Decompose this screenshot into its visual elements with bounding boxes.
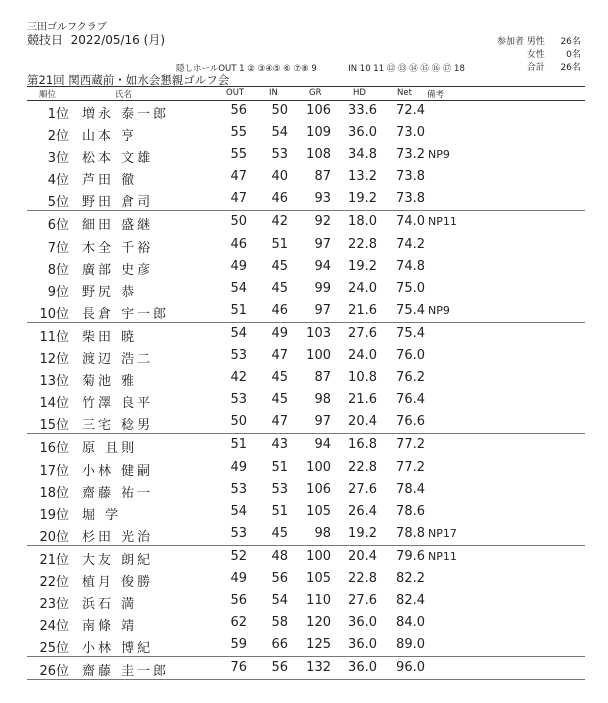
cell-out: 59 (230, 637, 247, 653)
cell-hd: 34.8 (348, 147, 377, 163)
cell-gr: 103 (306, 325, 331, 341)
cell-in: 48 (271, 548, 288, 564)
cell-out: 50 (230, 214, 247, 230)
cell-in: 56 (271, 570, 288, 586)
table-row (27, 211, 585, 233)
competition-date (27, 31, 165, 48)
cell-hd: 26.4 (348, 503, 377, 519)
cell-in: 45 (271, 525, 288, 541)
cell-gr: 87 (314, 370, 331, 386)
cell-rank: 24位 (39, 619, 69, 635)
cell-out: 54 (230, 325, 247, 341)
table-row (27, 523, 585, 546)
cell-rank: 26位 (39, 664, 69, 680)
cell-rank: 17位 (39, 463, 69, 479)
table-row (27, 234, 585, 256)
cell-name: 松本 文雄 (82, 151, 154, 167)
cell-net: 78.4 (396, 481, 425, 497)
cell-out: 76 (230, 660, 247, 676)
cell-in: 53 (271, 147, 288, 163)
cell-in: 45 (271, 258, 288, 274)
cell-rank: 15位 (39, 418, 69, 434)
table-row (27, 568, 585, 590)
cell-net: 78.8 (396, 525, 425, 541)
cell-out: 53 (230, 348, 247, 364)
cell-out: 55 (230, 125, 247, 141)
cell-gr: 100 (306, 348, 331, 364)
cell-net: 77.2 (396, 437, 425, 453)
cell-name: 浜石 満 (82, 597, 138, 613)
cell-rank: 4位 (47, 173, 69, 189)
cell-gr: 97 (314, 302, 331, 318)
table-row (27, 278, 585, 300)
table-row (27, 256, 585, 278)
cell-out: 53 (230, 481, 247, 497)
cell-out: 46 (230, 236, 247, 252)
cell-gr: 87 (314, 169, 331, 185)
date-label: 競技日 (27, 33, 64, 47)
summary-total (497, 62, 581, 75)
cell-name: 堀 学 (82, 507, 122, 523)
cell-in: 45 (271, 392, 288, 408)
col-hd: HD (353, 88, 366, 98)
summary-male (497, 36, 581, 49)
cell-rank: 7位 (47, 240, 69, 256)
cell-hd: 22.8 (348, 459, 377, 475)
cell-in: 51 (271, 459, 288, 475)
cell-gr: 110 (306, 593, 331, 609)
hidden-holes-label: 隠しホールOUT (176, 64, 237, 74)
cell-in: 42 (271, 214, 288, 230)
cell-in: 43 (271, 437, 288, 453)
table-row (27, 166, 585, 188)
cell-out: 51 (230, 302, 247, 318)
cell-hd: 19.2 (348, 191, 377, 207)
cell-rank: 8位 (47, 262, 69, 278)
cell-net: 72.4 (396, 103, 425, 118)
table-row (27, 122, 585, 144)
cell-name: 菊池 雅 (82, 374, 138, 390)
cell-hd: 27.6 (348, 325, 377, 341)
table-row (27, 100, 585, 122)
cell-name: 竹澤 良平 (82, 396, 154, 412)
cell-name: 野田 倉司 (82, 195, 154, 211)
event-title: 第21回 関西蔵前・如水会懇親ゴルフ会 (27, 73, 230, 87)
club-name: 三田ゴルフクラブ (27, 22, 107, 33)
cell-net: 73.8 (396, 191, 425, 207)
cell-gr: 100 (306, 548, 331, 564)
cell-in: 50 (271, 103, 288, 118)
table-row (27, 612, 585, 634)
cell-hd: 19.2 (348, 525, 377, 541)
cell-rank: 25位 (39, 641, 69, 657)
cell-name: 大友 朗紀 (82, 552, 154, 568)
cell-name: 植月 俊勝 (82, 574, 154, 590)
col-gr: GR (309, 88, 322, 98)
male-label: 男性 (526, 37, 545, 47)
cell-name: 柴田 暁 (82, 329, 138, 345)
cell-gr: 109 (306, 125, 331, 141)
cell-net: 74.2 (396, 236, 425, 252)
cell-out: 50 (230, 414, 247, 430)
participant-summary (497, 36, 581, 75)
cell-rank: 2位 (47, 129, 69, 145)
cell-rank: 22位 (39, 574, 69, 590)
table-row (27, 323, 585, 345)
table-row (27, 657, 585, 680)
cell-note: NP9 (428, 303, 450, 317)
cell-out: 55 (230, 147, 247, 163)
cell-gr: 108 (306, 147, 331, 163)
cell-in: 46 (271, 191, 288, 207)
cell-rank: 21位 (39, 552, 69, 568)
cell-rank: 19位 (39, 507, 69, 523)
cell-in: 49 (271, 325, 288, 341)
cell-out: 54 (230, 280, 247, 296)
cell-net: 76.4 (396, 392, 425, 408)
cell-net: 73.0 (396, 125, 425, 141)
date-value: 2022/05/16 (月) (70, 33, 165, 47)
cell-net: 89.0 (396, 637, 425, 653)
cell-out: 54 (230, 503, 247, 519)
cell-in: 46 (271, 302, 288, 318)
cell-hd: 36.0 (348, 637, 377, 653)
total-count: 26名 (560, 63, 581, 73)
table-row (27, 590, 585, 612)
cell-hd: 33.6 (348, 103, 377, 118)
cell-net: 76.2 (396, 370, 425, 386)
cell-rank: 23位 (39, 597, 69, 613)
cell-hd: 27.6 (348, 593, 377, 609)
cell-net: 96.0 (396, 660, 425, 676)
cell-name: 小林 健嗣 (82, 463, 154, 479)
cell-net: 82.2 (396, 570, 425, 586)
cell-rank: 18位 (39, 485, 69, 501)
cell-gr: 93 (314, 191, 331, 207)
table-row (27, 367, 585, 389)
cell-name: 三宅 稔男 (82, 418, 154, 434)
cell-hd: 20.4 (348, 548, 377, 564)
col-note: 備考 (427, 90, 445, 100)
cell-in: 58 (271, 615, 288, 631)
cell-net: 77.2 (396, 459, 425, 475)
participants-label: 参加者 (497, 37, 525, 47)
table-row (27, 411, 585, 434)
cell-rank: 9位 (47, 284, 69, 300)
cell-note: NP11 (428, 215, 457, 229)
cell-in: 47 (271, 348, 288, 364)
table-row (27, 457, 585, 479)
cell-name: 齋藤 圭一郎 (82, 664, 170, 680)
cell-out: 62 (230, 615, 247, 631)
cell-gr: 100 (306, 459, 331, 475)
cell-name: 渡辺 浩二 (82, 352, 154, 368)
cell-name: 小林 博紀 (82, 641, 154, 657)
cell-name: 木全 千裕 (82, 240, 154, 256)
cell-name: 齋藤 祐一 (82, 485, 154, 501)
cell-out: 53 (230, 525, 247, 541)
female-label: 女性 (526, 50, 545, 60)
cell-in: 51 (271, 236, 288, 252)
table-row (27, 389, 585, 411)
cell-out: 51 (230, 437, 247, 453)
col-rank: 順位 (39, 90, 57, 100)
cell-hd: 19.2 (348, 258, 377, 274)
cell-rank: 10位 (39, 306, 69, 322)
table-row (27, 479, 585, 501)
cell-rank: 16位 (39, 441, 69, 457)
cell-hd: 24.0 (348, 280, 377, 296)
cell-hd: 20.4 (348, 414, 377, 430)
cell-gr: 106 (306, 481, 331, 497)
cell-hd: 22.8 (348, 570, 377, 586)
cell-rank: 1位 (47, 107, 69, 122)
cell-gr: 94 (314, 258, 331, 274)
cell-name: 南條 靖 (82, 619, 138, 635)
cell-net: 82.4 (396, 593, 425, 609)
cell-out: 49 (230, 258, 247, 274)
col-net: Net (397, 88, 412, 98)
cell-net: 74.0 (396, 214, 425, 230)
cell-out: 42 (230, 370, 247, 386)
cell-rank: 5位 (47, 195, 69, 211)
cell-in: 56 (271, 660, 288, 676)
cell-gr: 105 (306, 570, 331, 586)
cell-note: NP9 (428, 148, 450, 162)
cell-name: 芦田 徹 (82, 173, 138, 189)
cell-net: 75.4 (396, 325, 425, 341)
cell-hd: 22.8 (348, 236, 377, 252)
table-row (27, 345, 585, 367)
table-row (27, 501, 585, 523)
cell-gr: 97 (314, 414, 331, 430)
out-holes: 1 ② ③④⑤ ⑥ ⑦⑧ 9 (239, 64, 317, 74)
table-row (27, 634, 585, 657)
cell-hd: 36.0 (348, 125, 377, 141)
cell-rank: 3位 (47, 151, 69, 167)
cell-name: 増永 泰一郎 (82, 107, 170, 122)
cell-note: NP17 (428, 526, 457, 540)
cell-hd: 27.6 (348, 481, 377, 497)
cell-rank: 6位 (47, 218, 69, 234)
cell-in: 51 (271, 503, 288, 519)
cell-out: 47 (230, 169, 247, 185)
summary-female (497, 49, 581, 62)
cell-name: 長倉 宇一郎 (82, 306, 170, 322)
cell-hd: 18.0 (348, 214, 377, 230)
cell-net: 75.0 (396, 280, 425, 296)
cell-net: 74.8 (396, 258, 425, 274)
cell-out: 53 (230, 392, 247, 408)
female-count: 0名 (566, 50, 581, 60)
cell-hd: 21.6 (348, 302, 377, 318)
cell-rank: 11位 (39, 329, 69, 345)
cell-gr: 105 (306, 503, 331, 519)
total-label: 合計 (526, 63, 545, 73)
cell-net: 78.6 (396, 503, 425, 519)
cell-rank: 12位 (39, 352, 69, 368)
male-count: 26名 (560, 37, 581, 47)
cell-hd: 13.2 (348, 169, 377, 185)
cell-name: 山本 亨 (82, 129, 138, 145)
cell-hd: 10.8 (348, 370, 377, 386)
col-out: OUT (226, 88, 245, 98)
cell-net: 76.0 (396, 348, 425, 364)
cell-gr: 94 (314, 437, 331, 453)
cell-in: 47 (271, 414, 288, 430)
results-table (27, 100, 585, 680)
cell-out: 49 (230, 459, 247, 475)
cell-gr: 97 (314, 236, 331, 252)
cell-note: NP11 (428, 549, 457, 563)
cell-hd: 16.8 (348, 437, 377, 453)
cell-in: 54 (271, 593, 288, 609)
cell-out: 52 (230, 548, 247, 564)
cell-in: 53 (271, 481, 288, 497)
cell-in: 66 (271, 637, 288, 653)
cell-gr: 98 (314, 525, 331, 541)
cell-name: 杉田 光治 (82, 529, 154, 545)
cell-net: 79.6 (396, 548, 425, 564)
cell-hd: 21.6 (348, 392, 377, 408)
table-row (27, 300, 585, 323)
cell-rank: 20位 (39, 529, 69, 545)
cell-hd: 36.0 (348, 660, 377, 676)
cell-gr: 132 (306, 660, 331, 676)
table-row (27, 434, 585, 456)
cell-name: 原 且則 (82, 441, 138, 457)
table-row (27, 546, 585, 568)
cell-in: 54 (271, 125, 288, 141)
cell-gr: 92 (314, 214, 331, 230)
cell-gr: 98 (314, 392, 331, 408)
in-holes: IN 10 11 ⑫ ⑬ ⑭ ⑮ ⑯ ⑰ 18 (348, 64, 465, 74)
cell-rank: 14位 (39, 396, 69, 412)
cell-net: 84.0 (396, 615, 425, 631)
cell-gr: 120 (306, 615, 331, 631)
cell-in: 45 (271, 370, 288, 386)
table-header (27, 86, 585, 101)
cell-out: 56 (230, 593, 247, 609)
cell-net: 73.2 (396, 147, 425, 163)
cell-net: 75.4 (396, 302, 425, 318)
col-name: 氏名 (115, 90, 133, 100)
cell-rank: 13位 (39, 374, 69, 390)
cell-out: 56 (230, 103, 247, 118)
cell-out: 47 (230, 191, 247, 207)
col-in: IN (269, 88, 278, 98)
cell-in: 40 (271, 169, 288, 185)
cell-hd: 36.0 (348, 615, 377, 631)
table-row (27, 144, 585, 166)
cell-net: 73.8 (396, 169, 425, 185)
cell-in: 45 (271, 280, 288, 296)
cell-gr: 99 (314, 280, 331, 296)
cell-out: 49 (230, 570, 247, 586)
cell-hd: 24.0 (348, 348, 377, 364)
cell-gr: 125 (306, 637, 331, 653)
cell-name: 細田 盛継 (82, 218, 154, 234)
cell-name: 野尻 恭 (82, 284, 138, 300)
cell-gr: 106 (306, 103, 331, 118)
cell-name: 廣部 史彦 (82, 262, 154, 278)
cell-net: 76.6 (396, 414, 425, 430)
table-row (27, 188, 585, 211)
